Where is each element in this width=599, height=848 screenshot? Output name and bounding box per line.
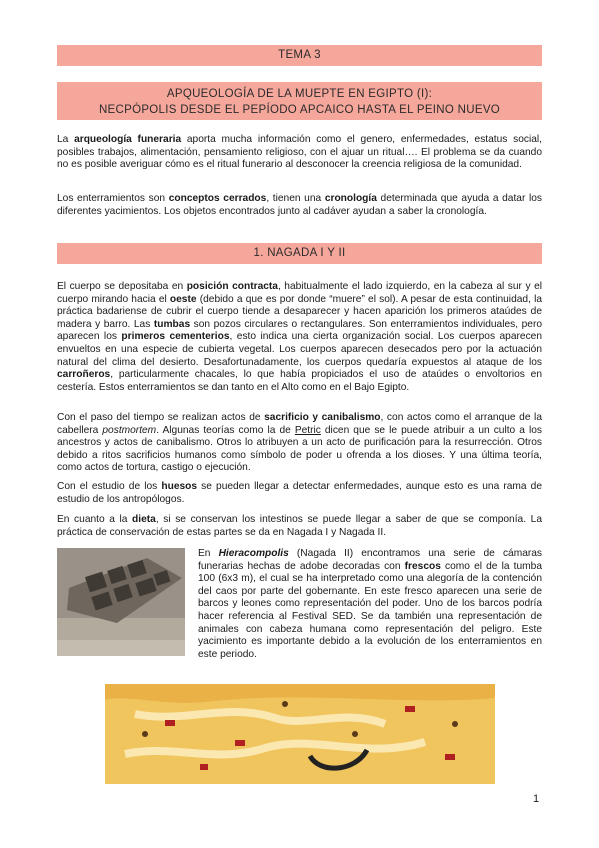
text-run: dicen que se le puede atribuir a un culto a los ancestros y actos de canibalismo. Otros lo atribuyen a un acto de purificación para la resurrección. Otros debido a ritos sacrificios humanos como símbolo de poder u ofrenda a los dioses. Y una última teoría, como actos de tortura, castigo o ejecución. (57, 424, 542, 474)
section-banner (57, 243, 542, 264)
bold-term: huesos (161, 481, 198, 492)
bold-term: oeste (169, 293, 197, 305)
text-run: Con el estudio de los (57, 481, 162, 492)
section-paragraph-3 (57, 481, 542, 506)
text-run: , habitualmente el lado izquierdo, en la cabeza al sur y el cuerpo mirando hacia el (57, 281, 542, 305)
text-run: , tienen una (266, 193, 325, 204)
text-run: , esto indica una cierta organización social. Los cuerpos aparecen envueltos en una especie de cubierta vegetal. Los cuerpos aparecen desecados pero por la actuación natural del clima del desierto. Desafortunadamente, los cuerpos quedaría expuestos al ataque de los (57, 331, 542, 368)
bold-term: arqueología funeraria (74, 134, 182, 145)
bold-italic-term: Hieracompolis (218, 548, 289, 559)
text-run: , con actos como el arranque de la cabellera (57, 412, 542, 436)
section-paragraph-1 (57, 281, 542, 394)
text-run: como el de la tumba 100 (6x3 m), el cual se ha interpretado como una alegoría de la contención del caos por parte del gobernante. En este fresco aparecen una serie de barcos y leones como representación del poder. Uno de los barcos podría hacer referencia al Festival SED. Se da también una representación de animales con cabeza humana como representación del peligro. Este yacimiento es importante debido a la evolución de los enterramientos en este periodo. (198, 560, 542, 660)
bold-term: sacrificio y canibalismo (264, 412, 381, 423)
text-run: (debido a que es por donde “muere” el sol). A pesar de esta continuidad, la práctica badariense de cubrir el cuerpo tiende a desaparecer y hacen aparición los primeros ataúdes de madera y barro. Las (57, 293, 542, 330)
text-run: se pueden llegar a detectar enfermedades, aunque esto es una rama de estudio de los antropólogos. (57, 481, 542, 505)
text-run: Con el paso del tiempo se realizan actos de (57, 412, 265, 423)
intro-paragraph-2 (57, 193, 542, 218)
text-run: son pozos circulares o rectangulares. Son enterramientos individuales, pero aparecen los (57, 318, 542, 343)
text-run: , particularmente chacales, lo que había propiciados el uso de ataúdes o envoltorios en cestería. Estos enterramientos se dan tanto en el Alto como en el Bajo Egipto. (57, 369, 542, 393)
text-run: determinada que ayuda a datar los diferentes yacimientos. Los objetos encontrados junto al cadáver ayudan a saber la cronología. (57, 193, 543, 217)
bold-term: frescos (404, 560, 441, 572)
bold-term: cronología (324, 193, 377, 204)
text-run: aporta mucha información como el genero, enfermedades, estatus social, posibles trabajos, alimentación, pensamiento religioso, con el ajuar un ritual…. El problema se da cuando no es posible averiguar cómo es el ritual funerario al desconocer la creencia religiosa de la comunidad. (57, 134, 542, 171)
text-run: , si se conservan los intestinos se puede llegar a saber de que se componía. La práctica de conservación de estas partes se da en Nagada I y Nagada II. (57, 514, 542, 538)
bold-term: conceptos cerrados (168, 193, 267, 204)
title-banner (57, 82, 542, 120)
italic-term: postmortem (102, 424, 157, 436)
bold-term: dieta (132, 514, 156, 525)
section-paragraph-4 (57, 514, 542, 539)
bold-term: posición contracta (186, 281, 278, 292)
text-run: El cuerpo se depositaba en (57, 281, 187, 292)
bold-term: primeros cementerios (121, 331, 230, 343)
page-number: 1 (533, 793, 540, 805)
topic-label: TEMA 3 (278, 49, 321, 61)
bold-term: tumbas (153, 318, 191, 330)
text-run: (Nagada II) encontramos una serie de cámaras funerarias hechas de adobe decoradas con (198, 548, 543, 572)
tomb-photo (57, 548, 185, 656)
intro-paragraph-1 (57, 134, 542, 172)
text-run: En cuanto a la (57, 514, 133, 525)
text-run: . Algunas teorías como la de (156, 424, 295, 436)
text-run: La (57, 134, 75, 145)
section-title: 1. NAGADA I Y II (253, 247, 346, 259)
tomb100-fresco (105, 684, 495, 784)
title-line-2: NECPÓPOLIS DESDE EL PEPÍODO APCAICO HASTA EL PEINO NUEVO (98, 104, 501, 116)
bold-term: carroñeros (57, 369, 111, 381)
underlined-term: Petric (294, 424, 321, 436)
topic-banner (57, 45, 542, 66)
text-run: Los enterramientos son (57, 193, 169, 204)
section-paragraph-5 (198, 548, 542, 661)
text-run: En (198, 548, 219, 559)
section-paragraph-2 (57, 412, 542, 475)
title-line-1: APQUEOLOGÍA DE LA MUEPTE EN EGIPTO (I): (166, 88, 433, 100)
